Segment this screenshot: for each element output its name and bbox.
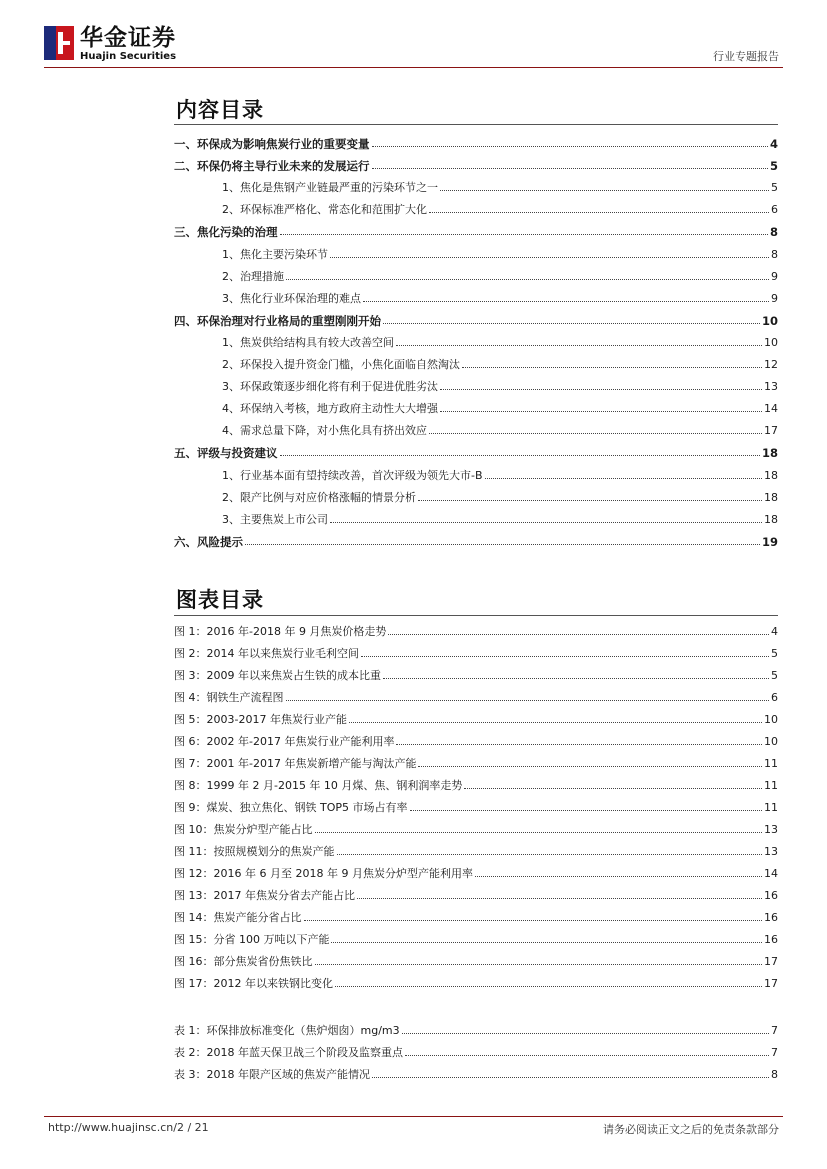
dot-leader	[410, 800, 763, 811]
figure-entry-title: 图 7：2001 年-2017 年焦炭新增产能与淘汰产能	[174, 757, 417, 770]
table-entry-title: 表 1：环保排放标准变化（焦炉烟囱）mg/m3	[174, 1024, 400, 1037]
figure-entry[interactable]	[174, 756, 778, 772]
figure-entry[interactable]	[174, 822, 778, 838]
figure-entry-page: 5	[771, 647, 778, 660]
table-entry-page: 7	[771, 1046, 778, 1059]
figure-entry[interactable]	[174, 866, 778, 882]
toc-entry-title: 五、评级与投资建议	[174, 446, 278, 461]
dot-leader	[315, 822, 763, 833]
toc-entry-title: 六、风险提示	[174, 534, 243, 549]
toc-entry-title: 四、环保治理对行业格局的重塑刚刚开始	[174, 313, 381, 328]
toc-entry[interactable]	[174, 423, 778, 439]
toc-entry-page: 9	[771, 269, 778, 283]
toc-entry-title: 1、行业基本面有望持续改善，首次评级为领先大市-B	[222, 468, 483, 482]
figure-entry-page: 11	[764, 801, 778, 814]
toc-entry-title: 2、环保投入提升资金门槛，小焦化面临自然淘汰	[222, 358, 460, 371]
dot-leader	[464, 778, 762, 789]
toc-entry[interactable]	[174, 291, 778, 307]
dot-leader	[331, 932, 762, 943]
figure-entry-page: 13	[764, 823, 778, 836]
toc-entry-page: 18	[764, 468, 778, 482]
dot-leader	[418, 756, 762, 767]
toc-entry-title: 4、环保纳入考核，地方政府主动性大大增强	[222, 402, 438, 416]
dot-leader	[372, 1067, 769, 1078]
logo-name-en: Huajin Securities	[80, 51, 177, 62]
toc-entry[interactable]	[174, 490, 778, 506]
toc-entry-page: 14	[764, 402, 778, 416]
toc-entry[interactable]	[174, 445, 778, 461]
figure-entry[interactable]	[174, 954, 778, 970]
toc-entry-page: 18	[761, 446, 778, 461]
figure-entry-title: 图 1：2016 年-2018 年 9 月焦炭价格走势	[174, 625, 387, 638]
dot-leader	[315, 954, 763, 965]
dot-leader	[485, 468, 762, 479]
toc-entry-title: 3、焦化行业环保治理的难点	[222, 291, 361, 305]
figure-entry-page: 11	[764, 779, 778, 792]
figure-entry[interactable]	[174, 800, 778, 816]
toc-entry-page: 10	[764, 335, 778, 349]
toc-entry[interactable]	[174, 534, 778, 550]
table-entry[interactable]	[174, 1045, 778, 1061]
table-entry-page: 7	[771, 1024, 778, 1037]
figure-entry-page: 16	[764, 933, 778, 946]
toc-entry[interactable]	[174, 335, 778, 351]
toc-entry-title: 3、主要焦炭上市公司	[222, 512, 328, 526]
toc-entry[interactable]	[174, 202, 778, 218]
page-header	[0, 0, 827, 72]
figure-entry-page: 16	[764, 911, 778, 924]
toc-entry[interactable]	[174, 401, 778, 417]
toc-entry-page: 19	[761, 534, 778, 549]
figure-entry-title: 图 8：1999 年 2 月-2015 年 10 月煤、焦、钢利润率走势	[174, 779, 463, 792]
toc-entry-title: 2、治理措施	[222, 269, 284, 283]
dot-leader	[280, 445, 760, 456]
figure-entry-page: 16	[764, 889, 778, 902]
figure-entry-page: 6	[771, 691, 778, 704]
table-entry-page: 8	[771, 1068, 778, 1081]
dot-leader	[429, 423, 762, 434]
toc-entry-title: 1、焦化主要污染环节	[222, 247, 328, 261]
dot-leader	[396, 335, 762, 346]
figure-entry-title: 图 10：焦炭分炉型产能占比	[174, 823, 313, 836]
dot-leader	[388, 624, 769, 635]
toc-entry-page: 10	[761, 313, 778, 328]
dot-leader	[357, 888, 762, 899]
figure-entry-page: 4	[771, 625, 778, 638]
figure-entry-page: 17	[764, 977, 778, 990]
dot-leader	[286, 690, 770, 701]
toc-entry[interactable]	[174, 468, 778, 484]
toc-entry-title: 2、限产比例与对应价格涨幅的情景分析	[222, 490, 416, 504]
dot-leader	[337, 844, 763, 855]
toc-entry[interactable]	[174, 269, 778, 285]
toc-entry-page: 18	[764, 490, 778, 504]
table-entry-title: 表 3：2018 年限产区域的焦炭产能情况	[174, 1068, 370, 1081]
figure-entry[interactable]	[174, 690, 778, 706]
company-logo	[44, 26, 176, 60]
dot-leader	[396, 734, 762, 745]
toc-entry[interactable]	[174, 313, 778, 329]
figure-entry-title: 图 5：2003-2017 年焦炭行业产能	[174, 713, 347, 726]
toc-entry-page: 4	[769, 137, 778, 151]
figure-entry-page: 17	[764, 955, 778, 968]
dot-leader	[383, 668, 769, 679]
toc-entry-page: 18	[764, 512, 778, 526]
toc-entry-title: 1、焦炭供给结构具有较大改善空间	[222, 335, 394, 349]
toc-entry-title: 4、需求总量下降，对小焦化具有挤出效应	[222, 424, 427, 438]
toc-entry-title: 一、环保成为影响焦炭行业的重要变量	[174, 137, 370, 151]
figure-entry[interactable]	[174, 910, 778, 926]
toc-entry[interactable]	[174, 512, 778, 528]
dot-leader	[405, 1045, 769, 1056]
figure-entry-title: 图 15：分省 100 万吨以下产能	[174, 933, 330, 946]
dot-leader	[402, 1023, 769, 1034]
dot-leader	[440, 379, 762, 390]
toc-entry-page: 6	[771, 203, 778, 217]
toc-entry-title: 三、焦化污染的治理	[174, 225, 278, 240]
toc-entry[interactable]	[174, 158, 778, 174]
dot-leader	[429, 202, 769, 213]
toc-entry-page: 12	[764, 358, 778, 371]
figure-entry[interactable]	[174, 646, 778, 662]
toc-title-rule	[174, 124, 778, 125]
toc-entry-page: 5	[771, 181, 778, 195]
figure-entry[interactable]	[174, 624, 778, 640]
figure-entry[interactable]	[174, 778, 778, 794]
figure-entry[interactable]	[174, 932, 778, 948]
figure-entry-title: 图 11：按照规模划分的焦炭产能	[174, 845, 335, 858]
dot-leader	[363, 291, 769, 302]
table-entry[interactable]	[174, 1023, 778, 1039]
figures-title-rule	[174, 615, 778, 616]
figure-entry-title: 图 14：焦炭产能分省占比	[174, 911, 302, 924]
toc-entry-page: 9	[771, 291, 778, 305]
figure-entry[interactable]	[174, 976, 778, 992]
figure-entry-page: 10	[764, 735, 778, 748]
figure-entry-page: 14	[764, 867, 778, 880]
dot-leader	[372, 136, 768, 147]
figure-entry-title: 图 6：2002 年-2017 年焦炭行业产能利用率	[174, 735, 395, 748]
figure-entry[interactable]	[174, 668, 778, 684]
figure-entry-title: 图 4：钢铁生产流程图	[174, 691, 284, 704]
figure-entry-title: 图 16：部分焦炭省份焦铁比	[174, 955, 313, 968]
figure-entry[interactable]	[174, 712, 778, 728]
toc-entry[interactable]	[174, 180, 778, 196]
toc-entry[interactable]	[174, 224, 778, 240]
dot-leader	[330, 512, 762, 523]
toc-entry-page: 17	[764, 424, 778, 438]
dot-leader	[383, 313, 760, 324]
figure-entry-title: 图 17：2012 年以来铁钢比变化	[174, 977, 333, 990]
figure-entry[interactable]	[174, 888, 778, 904]
figure-entry-title: 图 9：煤炭、独立焦化、钢铁 TOP5 市场占有率	[174, 801, 408, 814]
figure-entry[interactable]	[174, 734, 778, 750]
toc-entry-page: 5	[769, 159, 778, 174]
dot-leader	[462, 357, 762, 368]
dot-leader	[475, 866, 762, 877]
toc-entry[interactable]	[174, 247, 778, 263]
footer-url-page[interactable]: http://www.huajinsc.cn/2 / 21	[48, 1121, 209, 1134]
dot-leader	[335, 976, 762, 987]
toc-entry-title: 2、环保标准严格化、常态化和范围扩大化	[222, 203, 427, 217]
toc-entry[interactable]	[174, 379, 778, 395]
figure-entry-title: 图 12：2016 年 6 月至 2018 年 9 月焦炭分炉型产能利用率	[174, 867, 473, 880]
toc-entry-title: 1、焦化是焦钢产业链最严重的污染环节之一	[222, 181, 438, 195]
table-entry-title: 表 2：2018 年蓝天保卫战三个阶段及监察重点	[174, 1046, 403, 1059]
table-entry[interactable]	[174, 1067, 778, 1083]
toc-entry-page: 8	[771, 247, 778, 261]
toc-title: 内容目录	[176, 98, 264, 122]
figure-entry-title: 图 3：2009 年以来焦炭占生铁的成本比重	[174, 669, 381, 682]
report-type: 行业专题报告	[713, 50, 779, 63]
toc-entry[interactable]	[174, 136, 778, 152]
toc-entry[interactable]	[174, 357, 778, 373]
dot-leader	[280, 224, 768, 235]
dot-leader	[440, 401, 762, 412]
figure-entry-title: 图 2：2014 年以来焦炭行业毛利空间	[174, 647, 359, 660]
logo-name-cn: 华金证券	[80, 25, 176, 51]
figure-entry-page: 13	[764, 845, 778, 858]
figure-entry-page: 11	[764, 757, 778, 770]
huajin-logo-icon	[44, 26, 74, 60]
toc-entry-page: 8	[769, 225, 778, 240]
toc-entry-title: 3、环保政策逐步细化将有利于促进优胜劣汰	[222, 380, 438, 394]
toc-entry-title: 二、环保仍将主导行业未来的发展运行	[174, 159, 370, 174]
dot-leader	[361, 646, 769, 657]
dot-leader	[440, 180, 769, 191]
figure-entry-title: 图 13：2017 年焦炭分省去产能占比	[174, 889, 355, 902]
dot-leader	[372, 158, 768, 169]
dot-leader	[330, 247, 769, 258]
figure-entry-page: 5	[771, 669, 778, 682]
figure-entry[interactable]	[174, 844, 778, 860]
toc-entry-page: 13	[764, 380, 778, 394]
figures-title: 图表目录	[176, 588, 264, 612]
dot-leader	[418, 490, 762, 501]
dot-leader	[245, 534, 760, 545]
header-divider	[44, 67, 783, 68]
dot-leader	[286, 269, 769, 280]
dot-leader	[304, 910, 763, 921]
footer-disclaimer: 请务必阅读正文之后的免责条款部分	[603, 1123, 779, 1136]
figure-entry-page: 10	[764, 713, 778, 726]
footer-divider	[44, 1116, 783, 1117]
dot-leader	[349, 712, 762, 723]
